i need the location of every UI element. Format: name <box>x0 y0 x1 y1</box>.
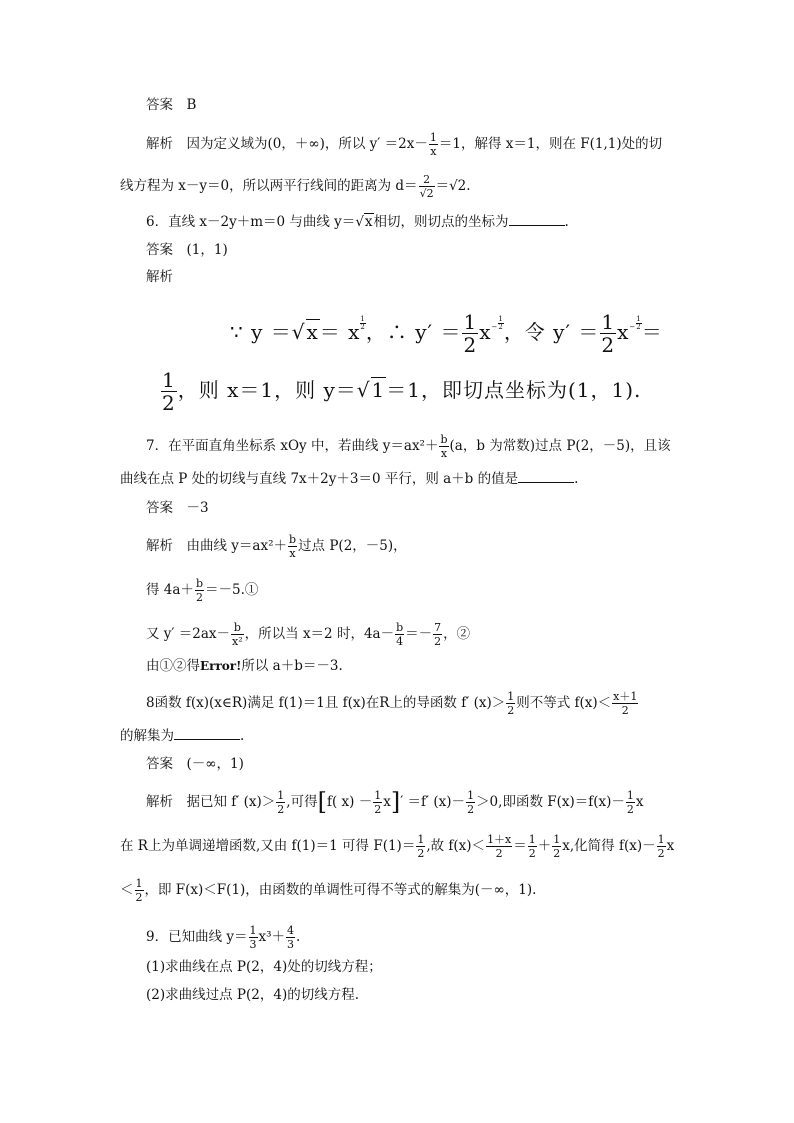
fraction: $\frac{1}{x}$ <box>429 131 437 158</box>
answer-8: 答案 (－∞，1) <box>146 756 244 772</box>
question-9-part-2: (2)求曲线过点 P(2，4)的切线方程. <box>146 987 360 1003</box>
solution-7-line-1: 解析 由曲线 y＝ax²＋ $\frac{b}{x}$ 过点 P(2，－5)， <box>146 533 407 560</box>
answer-6: 答案 (1，1) <box>146 242 228 258</box>
solution-7-line-3: 又 y′ ＝2ax－ $\frac{b}{\text{x²}}$ ，所以当 x＝2 时，4a－ $\frac{b}{4}$ ＝－ $\frac{7}{2}$ ，② <box>146 621 471 648</box>
fraction: $\frac{1}{2}$ <box>277 789 285 816</box>
fraction: $\frac{1}{3}$ <box>249 924 257 951</box>
fraction: $\frac{7}{2}$ <box>434 621 442 648</box>
fraction: $\frac{b}{x}$ <box>289 533 297 560</box>
solution-8-line-3: ＜ $\frac{1}{2}$ ，即 F(x)＜F(1)，由函数的单调性可得不等式的解集为(－∞，1). <box>120 877 537 904</box>
solution-5-line-2: 线方程为 x－y＝0，所以两平行线间的距离为 d＝ $\frac{2}{√2}$ ＝√2. <box>120 173 471 200</box>
answer-7: 答案 －3 <box>146 500 209 516</box>
answer-blank[interactable] <box>518 470 574 483</box>
fraction: $\frac{1+x}{2}$ <box>487 833 512 860</box>
fraction: $\frac{b}{2}$ <box>195 577 203 604</box>
fraction: $\frac{1}{2}$ <box>417 833 425 860</box>
fraction: $\frac{b}{\text{x²}}$ <box>232 621 243 648</box>
fraction: $\frac{b}{x}$ <box>440 433 448 460</box>
solution-7-line-4: 由①②得Error!所以 a＋b＝－3. <box>146 658 343 674</box>
fraction: $\frac{1}{2}$ <box>463 310 478 357</box>
fraction: $\frac{1}{2}$ <box>507 690 515 717</box>
solution-6-label: 解析 <box>146 269 173 285</box>
fraction: $\frac{1}{2}$ <box>626 789 634 816</box>
solution-6-formula-line-2: $\frac{1}{2}$ ，则 x＝1，则 y＝√1＝1，即切点坐标为(1，1). <box>162 368 642 415</box>
solution-6-formula-line-1: ∵ y ＝√x＝ x $\frac{1}{2}$ ，∴ y′ ＝ $\frac{1}{2}$ x − $\frac{1}{2}$ ，令 y′ ＝ $\frac{1}{2}$ x − $\frac{1}{2}$ ＝ <box>230 310 663 357</box>
question-8-line-1: 8函数 f(x)(x∈R)满足 f(1)＝1且 f(x)在R上的导函数 f′ (x)＞ $\frac{1}{2}$ 则不等式 f(x)＜ $\frac{x+1}{2}$ <box>146 690 638 717</box>
error-field: Error! <box>200 659 242 673</box>
fraction: $\frac{1}{2}$ <box>162 368 176 415</box>
question-9: 9．已知曲线 y＝ $\frac{1}{3}$ x³＋ $\frac{4}{3}$ . <box>146 924 301 951</box>
fraction: $\frac{x+1}{2}$ <box>613 690 638 717</box>
fraction: $\frac{b}{4}$ <box>396 621 404 648</box>
question-9-part-1: (1)求曲线在点 P(2，4)处的切线方程； <box>146 959 382 975</box>
fraction: $\frac{1}{2}$ <box>601 310 616 357</box>
fraction: $\frac{1}{2}$ <box>528 833 536 860</box>
answer-blank[interactable] <box>174 727 240 740</box>
exponent: $\frac{1}{2}$ <box>636 315 642 331</box>
solution-8-line-2: 在 R上为单调递增函数,又由 f(1)＝1 可得 F(1)＝ $\frac{1}{2}$ ,故 f(x)＜ $\frac{1+x}{2}$ ＝ $\frac{1}{2}$ ＋ $\frac{1}{2}$ x,化简得 f(x)－ $\frac{1}{2}$ x <box>120 833 675 860</box>
question-8-line-2: 的解集为 . <box>120 728 245 744</box>
fraction: $\frac{1}{2}$ <box>374 789 382 816</box>
fraction: $\frac{1}{2}$ <box>657 833 665 860</box>
question-7-line-2: 曲线在点 P 处的切线与直线 7x＋2y＋3＝0 平行，则 a＋b 的值是 . <box>120 471 579 487</box>
answer-5: 答案 B <box>146 97 197 113</box>
fraction: $\frac{4}{3}$ <box>287 924 295 951</box>
exponent: $\frac{1}{2}$ <box>498 315 504 331</box>
solution-8-line-1: 解析 据已知 f′ (x)＞ $\frac{1}{2}$ ,可得[f( x) － $\frac{1}{2}$ x]′ ＝f′ (x)－ $\frac{1}{2}$ ＞0,即函数 F(x)＝f(x)－ $\frac{1}{2}$ x <box>146 788 644 816</box>
question-7-line-1: 7．在平面直角坐标系 xOy 中，若曲线 y＝ax²＋ $\frac{b}{x}$ (a，b 为常数)过点 P(2，－5)，且该 <box>146 433 671 460</box>
fraction: $\frac{1}{2}$ <box>467 789 475 816</box>
fraction: $\frac{2}{√2}$ <box>419 173 434 200</box>
solution-7-line-2: 得 4a＋ $\frac{b}{2}$ ＝－5.① <box>146 577 259 604</box>
question-6: 6．直线 x－2y＋m＝0 与曲线 y＝√x相切，则切点的坐标为 . <box>146 214 569 230</box>
exponent: $\frac{1}{2}$ <box>360 315 366 331</box>
answer-blank[interactable] <box>509 213 565 226</box>
fraction: $\frac{1}{2}$ <box>135 877 143 904</box>
solution-5-line-1: 解析 因为定义域为(0，＋∞)，所以 y′ ＝2x－ $\frac{1}{x}$ ＝1，解得 x＝1，则在 F(1,1)处的切 <box>146 131 663 158</box>
fraction: $\frac{1}{2}$ <box>553 833 561 860</box>
